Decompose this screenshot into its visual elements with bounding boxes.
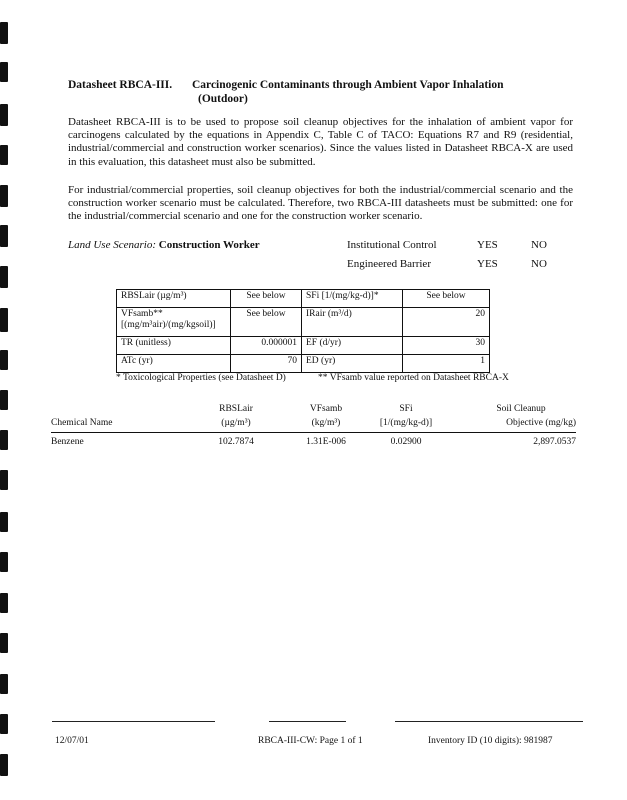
intro-paragraph-2: For industrial/commercial properties, soil cleanup objectives for both the industrial/commercial scenario and the construction worker scenario must be calculated. Therefore, two RBCA-III datasheets must be submitted: one for the industrial/commercial scenario and one for the construction worker scenario. [68,184,573,223]
param-value: 1 [403,355,490,373]
scenario-value: Construction Worker [158,239,260,251]
binder-mark [0,308,8,332]
binder-mark [0,674,8,694]
param-value: 20 [403,308,490,337]
institutional-control-label: Institutional Control [347,239,437,251]
param-value: 30 [403,337,490,355]
table-row [117,337,490,355]
header-vfsamb-unit: (kg/m³) [311,418,341,428]
binder-mark [0,104,8,126]
chemical-objective: 2,897.0537 [533,437,576,447]
title-line-2: (Outdoor) [198,93,248,105]
param-value: 70 [231,355,302,373]
param-label: EF (d/yr) [302,337,403,355]
param-label: IRair (m³/d) [302,308,403,337]
institutional-control-yes: YES [477,239,498,251]
table-row [51,437,576,453]
footer-page: RBCA-III-CW: Page 1 of 1 [258,736,363,746]
binder-mark [0,145,8,165]
footer-line [269,721,346,722]
binder-mark [0,430,8,450]
param-label: RBSLair (µg/m³) [117,290,231,308]
scenario-label: Land Use Scenario: [68,239,156,251]
binder-mark [0,266,8,288]
table-row [117,355,490,373]
land-use-scenario [68,239,260,251]
title-line-1: Carcinogenic Contaminants through Ambient Vapor Inhalation [192,79,504,91]
binder-mark [0,593,8,613]
binder-mark [0,225,8,247]
param-label: SFi [1/(mg/kg-d)]* [302,290,403,308]
header-objective-unit: Objective (mg/kg) [506,418,576,428]
footer-line [395,721,583,722]
param-label: VFsamb** [(mg/m³air)/(mg/kgsoil)] [117,308,231,337]
binder-mark [0,62,8,82]
chemical-rbslair: 102.7874 [218,437,254,447]
table-row [117,308,490,337]
chemical-vfsamb: 1.31E-006 [306,437,346,447]
engineered-barrier-no: NO [531,258,547,270]
binder-mark [0,22,8,44]
binder-mark [0,350,8,370]
header-sfi-unit: [1/(mg/kg-d)] [379,418,433,428]
sheet-label: Datasheet RBCA-III. [68,79,173,91]
binder-mark [0,714,8,734]
param-label: ED (yr) [302,355,403,373]
footer-inventory-id: Inventory ID (10 digits): 981987 [428,736,553,746]
chemical-sfi: 0.02900 [390,437,422,447]
binder-mark [0,754,8,776]
param-value: See below [403,290,490,308]
chemical-table [51,404,576,453]
binder-mark [0,390,8,410]
footer-line [52,721,215,722]
param-label: ATc (yr) [117,355,231,373]
header-objective: Soil Cleanup [496,404,546,414]
header-vfsamb: VFsamb [309,404,343,414]
footer-date: 12/07/01 [55,736,89,746]
param-value: See below [231,290,302,308]
binder-mark [0,512,8,532]
chemical-table-header [51,404,576,433]
header-rbslair: RBSLair [219,404,253,414]
param-label: TR (unitless) [117,337,231,355]
intro-paragraph-1: Datasheet RBCA-III is to be used to propose soil cleanup objectives for the inhalation of ambient vapor for carcinogens calculated by the equations in Appendix C, Table C of TACO: Equations R7 and R9 (residential, industrial/commercial and construction worker scenarios). Since the values listed in Datasheet RBCA-X are used in this evaluation, this datasheet must also be submitted. [68,116,573,168]
header-chemical-name: Chemical Name [51,418,113,428]
binder-mark [0,633,8,653]
engineered-barrier-yes: YES [477,258,498,270]
param-value: 0.000001 [231,337,302,355]
header-sfi: SFi [399,404,413,414]
engineered-barrier-label: Engineered Barrier [347,258,431,270]
binder-mark [0,470,8,490]
footnote-toxicological: * Toxicological Properties (see Datasheet D) [116,373,286,383]
param-value: See below [231,308,302,337]
footnote-vfsamb: ** VFsamb value reported on Datasheet RBCA-X [318,373,509,383]
binder-mark [0,185,8,207]
binder-mark [0,552,8,572]
parameter-table [116,289,490,373]
institutional-control-no: NO [531,239,547,251]
header-rbslair-unit: (µg/m³) [221,418,251,428]
table-row [117,290,490,308]
chemical-name: Benzene [51,437,84,447]
